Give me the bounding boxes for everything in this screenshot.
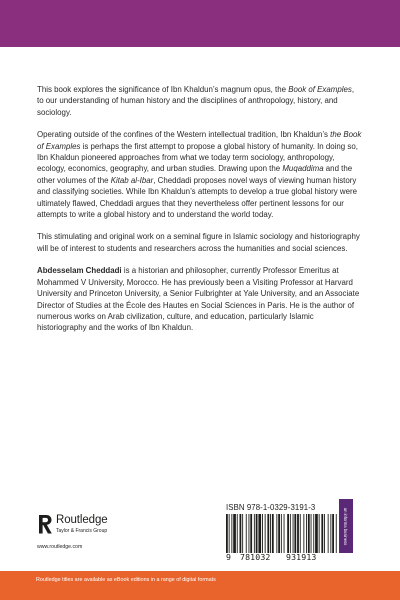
blurb-paragraph-1: This book explores the significance of Ibn Khaldun’s magnum opus, the Book of Examples, to our understanding of human history and the disciplines of anthropology, history, and sociology. bbox=[37, 85, 355, 117]
isbn-barcode bbox=[226, 514, 337, 553]
ebook-note: Routledge titles are available as eBook editions in a range of digital formats bbox=[36, 577, 216, 583]
routledge-r-icon bbox=[37, 514, 53, 535]
back-cover-blurb bbox=[37, 84, 362, 345]
publisher-group: Taylor & Francis Group bbox=[56, 528, 108, 534]
blurb-paragraph-2: Operating outside of the confines of the Western intellectual tradition, Ibn Khaldun’s the Book of Examples is perhaps the first attempt to propose a global history of humanity. In doing so, Ibn Khaldun pioneered approaches from what we today term sociology, anthropology, ecology, economics, geography, and urban studies. Drawing upon the Muqaddima and the other volumes of the Kitab al-Ibar, Cheddadi proposes novel ways of viewing human history and classifying societies. While Ibn Khaldun’s attempts to develop a true global history were ultimately flawed, Cheddadi argues that they nevertheless offer pertinent lessons for our attempts to write a global history and to understand the world today. bbox=[37, 130, 362, 220]
author-name: Abdesselam Cheddadi bbox=[37, 266, 122, 276]
informa-side-tag bbox=[339, 499, 353, 553]
barcode-digit-first: 9 bbox=[226, 552, 232, 562]
blurb-paragraph-3: This stimulating and original work on a seminal figure in Islamic sociology and historiography will be of interest to students and researchers across the humanities and social sciences. bbox=[37, 232, 360, 253]
top-color-band bbox=[0, 0, 400, 47]
barcode-digits-left: 781032 bbox=[240, 552, 271, 562]
informa-tag-text: an informa business bbox=[343, 507, 349, 545]
isbn-label: ISBN 978-1-0329-3191-3 bbox=[226, 503, 316, 512]
publisher-logo bbox=[37, 514, 157, 554]
publisher-url: www.routledge.com bbox=[37, 544, 83, 550]
barcode-digits-right: 931913 bbox=[286, 552, 317, 562]
bottom-color-band bbox=[0, 571, 400, 600]
publisher-name: Routledge bbox=[56, 514, 108, 526]
author-bio: Abdesselam Cheddadi is a historian and philosopher, currently Professor Emeritus at Mohammed V University, Morocco. He has previously been a Visiting Professor at Harvard University and Princeton University, a Senior Fulbrighter at Yale University, and an Associate Director of Studies at the École des Hautes en Social Sciences in Paris. He is the author of numerous works on Arab civilization, culture, and education, particularly Islamic historiography and the works of Ibn Khaldun. bbox=[37, 266, 360, 333]
